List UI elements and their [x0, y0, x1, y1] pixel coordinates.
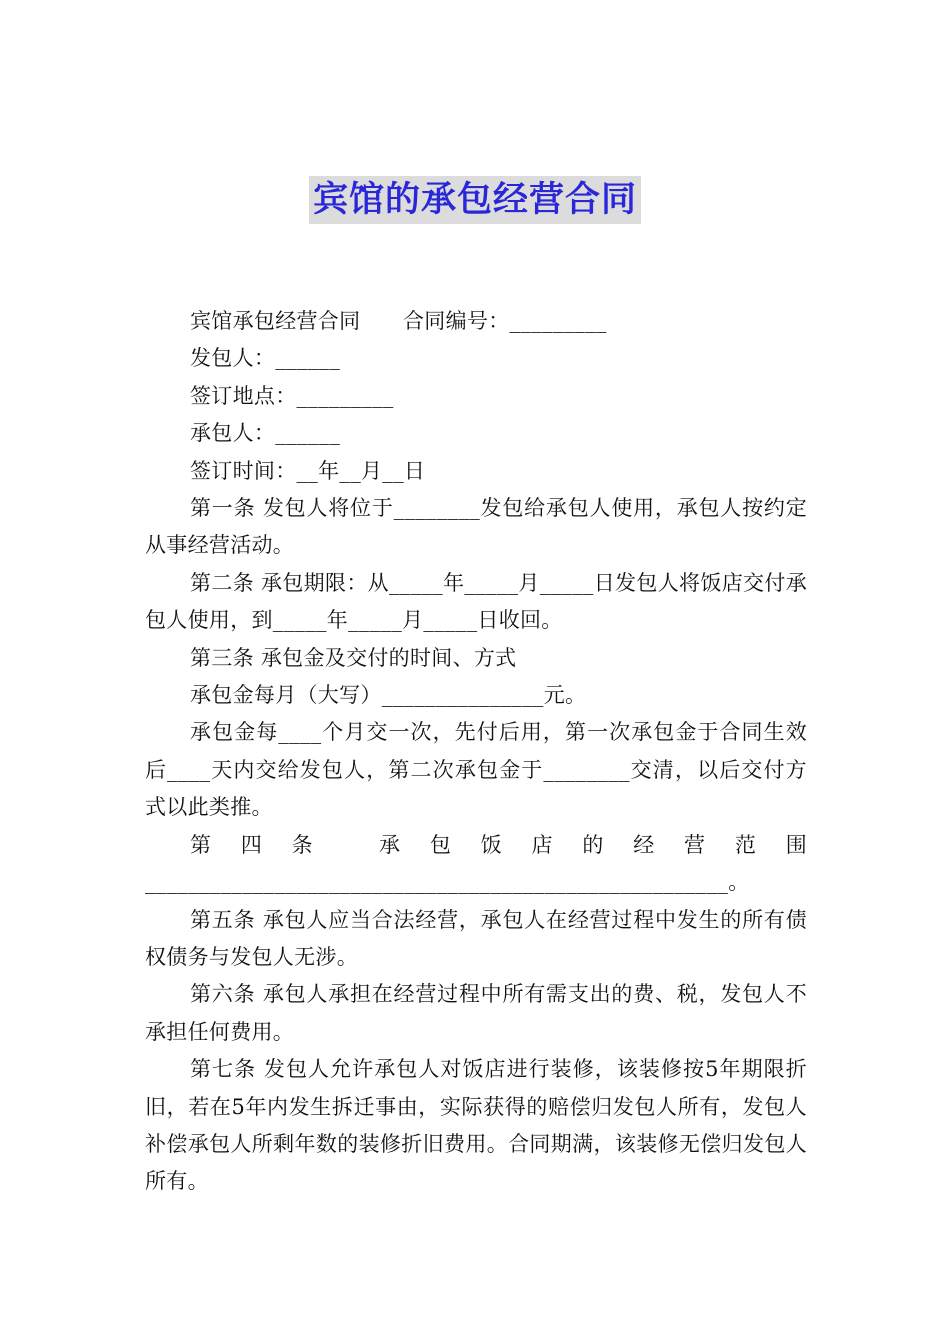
paragraph-article-1: 第一条 发包人将位于________发包给承包人使用，承包人按约定从事经营活动。 — [145, 496, 807, 558]
paragraph-contract-number: 宾馆承包经营合同 合同编号：_________ — [190, 309, 607, 333]
paragraph-monthly-fee: 承包金每月（大写）_______________元。 — [190, 683, 587, 708]
paragraph-article-6: 第六条 承包人承担在经营过程中所有需支出的费、税，发包人不承担任何费用。 — [145, 982, 807, 1044]
paragraph-article-5: 第五条 承包人应当合法经营，承包人在经营过程中发生的所有债权债务与发包人无涉。 — [145, 907, 807, 969]
paragraph-party-b: 承包人：______ — [190, 421, 340, 446]
paragraph-article-4: 第四条 承包饭店的经营范围______________________________________________________。 — [145, 832, 807, 895]
paragraph-article-3: 第三条 承包金及交付的时间、方式 — [190, 645, 517, 670]
paragraph-party-a: 发包人：______ — [190, 346, 340, 371]
paragraph-signing-place: 签订地点：_________ — [190, 383, 394, 408]
paragraph-payment-terms: 承包金每____个月交一次，先付后用，第一次承包金于合同生效后____天内交给发包人，第二次承包金于________交清，以后交付方式以此类推。 — [145, 720, 807, 820]
paragraph-article-2: 第二条 承包期限：从_____年_____月_____日发包人将饭店交付承包人使用，到_____年_____月_____日收回。 — [145, 570, 807, 633]
title-container — [0, 176, 950, 224]
document-body — [145, 303, 807, 1201]
paragraph-article-7: 第七条 发包人允许承包人对饭店进行装修，该装修按5年期限折旧，若在5年内发生拆迁事由，实际获得的赔偿归发包人所有，发包人补偿承包人所剩年数的装修折旧费用。合同期满，该装修无偿归发包人所有。 — [145, 1057, 807, 1194]
paragraph-signing-date: 签订时间：__年__月__日 — [190, 458, 426, 483]
document-title: 宾馆的承包经营合同 — [309, 176, 641, 224]
